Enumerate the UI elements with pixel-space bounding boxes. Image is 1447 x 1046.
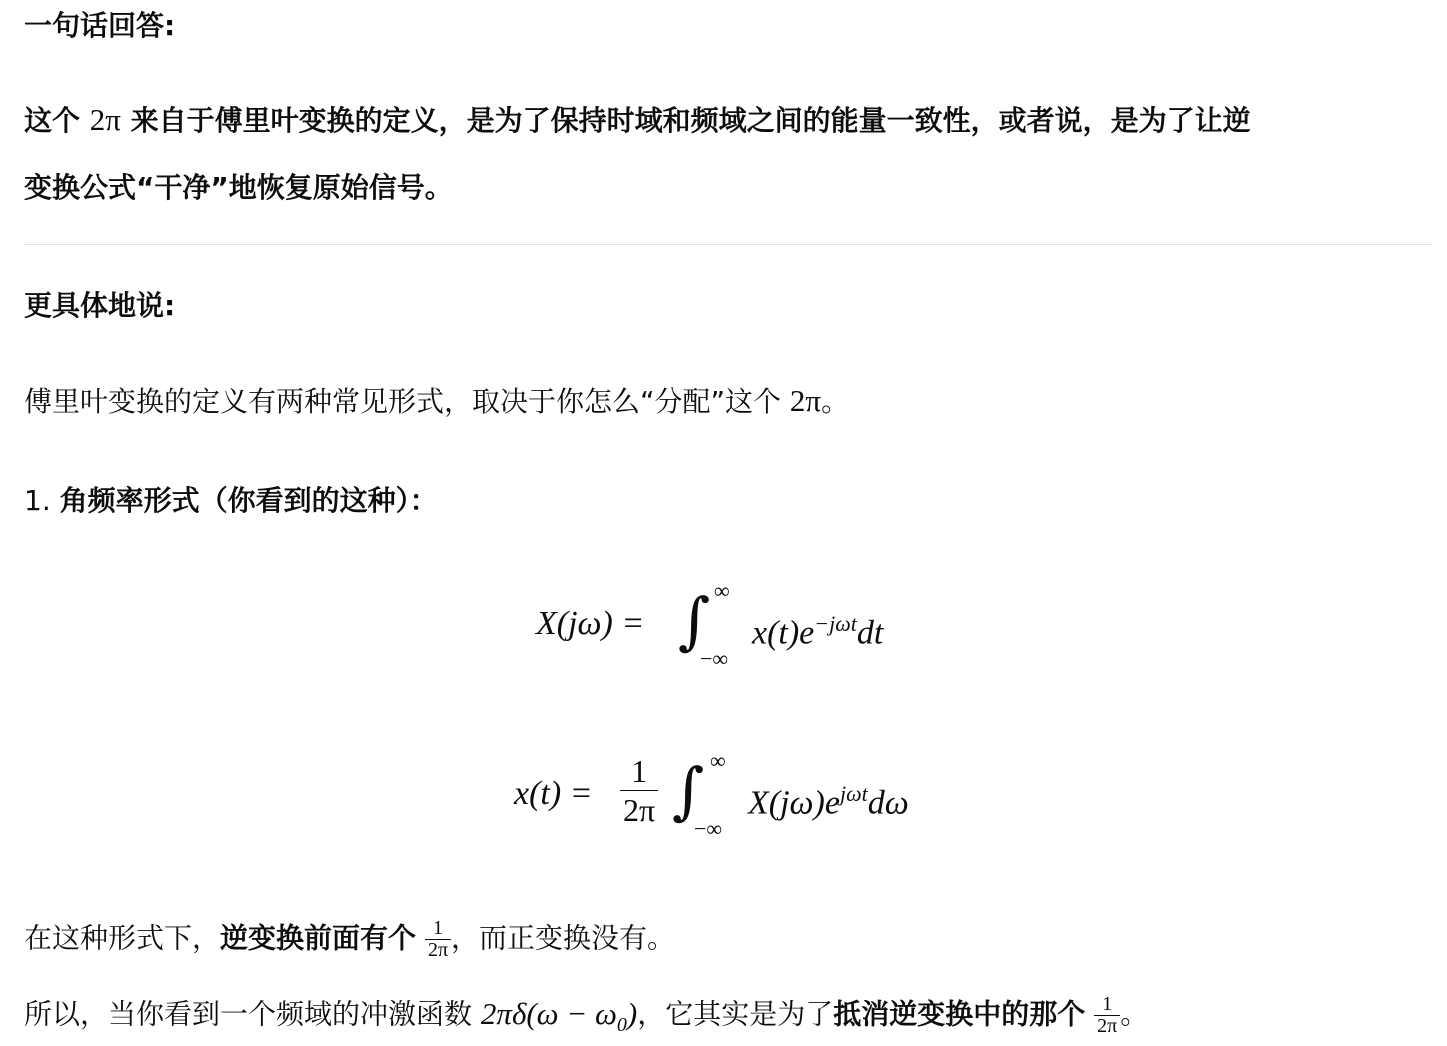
fraction-denominator: 2π: [425, 939, 451, 961]
delta-close-paren: ): [626, 995, 638, 1031]
fraction-numerator: 1: [432, 917, 443, 939]
integral-upper-limit: ∞: [714, 578, 730, 603]
so-text-end: 。: [1120, 997, 1149, 1031]
delta-subscript: 0: [616, 1013, 627, 1036]
forward-differential: dt: [856, 614, 884, 652]
forward-integrand: [752, 604, 883, 653]
integral-sign: ∫: [672, 754, 705, 827]
integral-lower-limit: −∞: [700, 646, 729, 671]
integral-upper-limit: ∞: [710, 748, 726, 773]
math-2pi: 2π: [789, 383, 822, 418]
forward-exponent: −jωt: [814, 611, 857, 636]
divider: [24, 244, 1432, 245]
inverse-lhs: x(t) =: [514, 775, 593, 812]
fraction-denominator: 2π: [620, 790, 658, 829]
form-text-bold: 逆变换前面有个: [220, 921, 417, 955]
lead-paragraph-line-2: 变换公式“干净”地恢复原始信号。: [24, 171, 453, 204]
math-delta-expression: [480, 995, 638, 1036]
list-item-title: 角频率形式（你看到的这种）：: [59, 484, 438, 517]
so-paragraph: [24, 994, 1148, 1043]
inverse-integrand: [748, 774, 909, 823]
fraction-numerator: 1: [1102, 993, 1113, 1015]
list-item-1: [24, 483, 438, 519]
fraction-numerator: 1: [631, 753, 648, 789]
lead-paragraph-line-1: [24, 102, 1251, 139]
lead-text-start: 这个: [24, 104, 81, 137]
intro-end: 。: [821, 385, 850, 418]
inline-fraction: [425, 918, 451, 961]
form-paragraph: [24, 918, 675, 961]
form-text-pre: 在这种形式下，: [24, 921, 221, 955]
so-text-mid: ，它其实是为了: [637, 997, 834, 1031]
inverse-exponent: jωt: [839, 781, 868, 806]
inline-fraction: [1094, 994, 1120, 1037]
integral-sign: ∫: [678, 584, 711, 657]
forward-integrand-body: x(t)e: [752, 614, 815, 652]
math-2pi: 2π: [89, 102, 121, 137]
inverse-integrand-body: X(jω)e: [748, 784, 840, 822]
intro-paragraph: [24, 383, 849, 420]
lead-text-rest: 来自于傅里叶变换的定义，是为了保持时域和频域之间的能量一致性，或者说，是为了让逆: [130, 104, 1251, 137]
heading-specific: 更具体地说:: [24, 289, 176, 322]
integral-lower-limit: −∞: [694, 816, 723, 841]
inverse-differential: dω: [867, 784, 909, 822]
list-item-number: 1.: [24, 484, 51, 517]
so-text-bold: 抵消逆变换中的那个: [833, 997, 1086, 1031]
heading-one-sentence: 一句话回答:: [24, 9, 176, 42]
intro-text: 傅里叶变换的定义有两种常见形式，取决于你怎么“分配”这个: [24, 385, 782, 418]
form-text-post: ，而正变换没有。: [451, 921, 676, 955]
fraction-denominator: 2π: [1094, 1015, 1120, 1037]
forward-lhs: X(jω) =: [536, 605, 645, 642]
delta-expression: 2πδ(ω − ω: [480, 995, 617, 1031]
inverse-fraction: [620, 752, 658, 829]
so-text-pre: 所以，当你看到一个频域的冲激函数: [24, 997, 473, 1031]
